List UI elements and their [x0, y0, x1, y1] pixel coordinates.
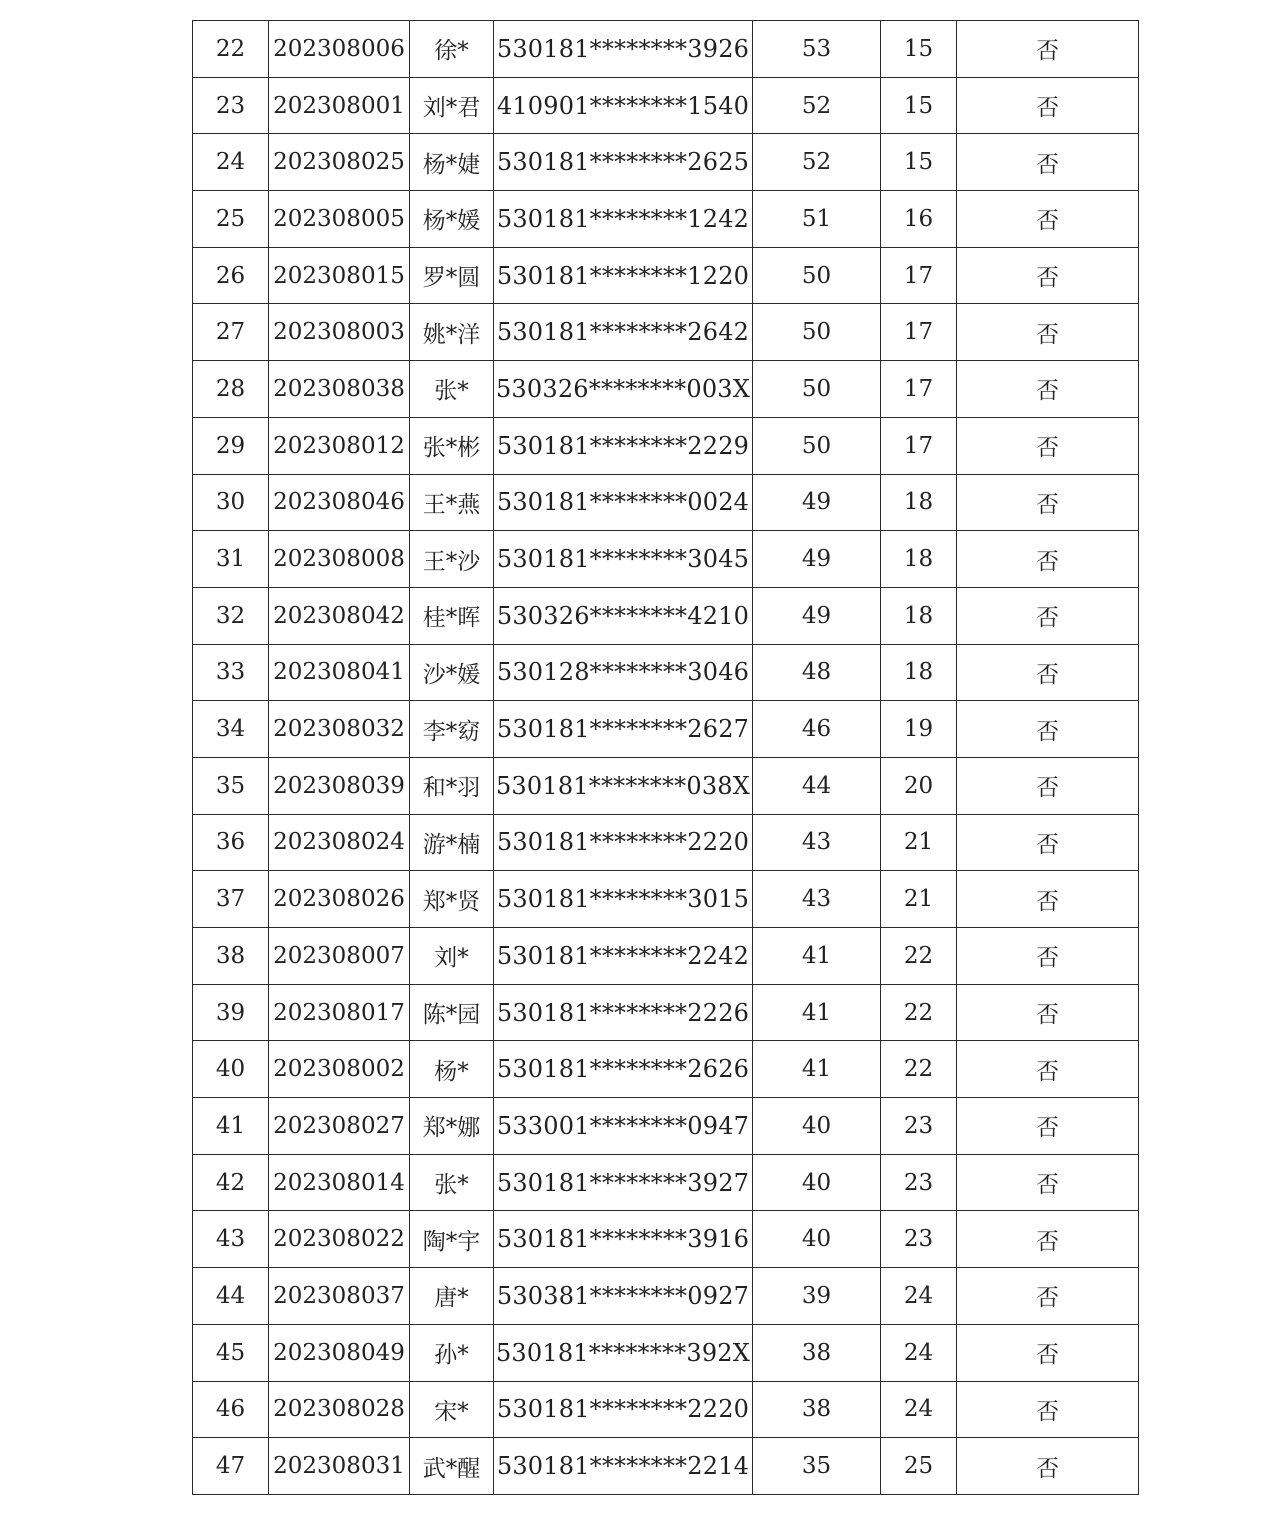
seq-cell: 23	[193, 77, 269, 134]
exam-number-cell: 202308026	[269, 871, 410, 928]
id-number-cell: 530181********2226	[494, 984, 753, 1041]
rank-cell: 22	[881, 1041, 957, 1098]
results-table	[192, 20, 1139, 1495]
table-row	[193, 304, 1139, 361]
score-cell: 40	[753, 1154, 881, 1211]
name-cell: 王*燕	[410, 474, 494, 531]
table-row	[193, 134, 1139, 191]
interview-cell: 否	[957, 21, 1139, 78]
interview-cell: 否	[957, 984, 1139, 1041]
name-cell: 罗*圆	[410, 247, 494, 304]
score-cell: 50	[753, 417, 881, 474]
table-row	[193, 1041, 1139, 1098]
seq-cell: 47	[193, 1438, 269, 1495]
exam-number-cell: 202308024	[269, 814, 410, 871]
interview-cell: 否	[957, 1211, 1139, 1268]
table-row	[193, 1324, 1139, 1381]
score-cell: 41	[753, 928, 881, 985]
score-cell: 43	[753, 871, 881, 928]
score-cell: 35	[753, 1438, 881, 1495]
interview-cell: 否	[957, 814, 1139, 871]
name-cell: 和*羽	[410, 757, 494, 814]
score-cell: 52	[753, 77, 881, 134]
score-cell: 40	[753, 1098, 881, 1155]
table-row	[193, 701, 1139, 758]
seq-cell: 25	[193, 191, 269, 248]
rank-cell: 18	[881, 644, 957, 701]
table-row	[193, 474, 1139, 531]
name-cell: 刘*君	[410, 77, 494, 134]
rank-cell: 24	[881, 1268, 957, 1325]
id-number-cell: 533001********0947	[494, 1098, 753, 1155]
interview-cell: 否	[957, 77, 1139, 134]
interview-cell: 否	[957, 1268, 1139, 1325]
seq-cell: 27	[193, 304, 269, 361]
interview-cell: 否	[957, 304, 1139, 361]
table-row	[193, 984, 1139, 1041]
id-number-cell: 530181********1220	[494, 247, 753, 304]
seq-cell: 28	[193, 361, 269, 418]
name-cell: 沙*媛	[410, 644, 494, 701]
rank-cell: 22	[881, 984, 957, 1041]
seq-cell: 42	[193, 1154, 269, 1211]
table-row	[193, 247, 1139, 304]
interview-cell: 否	[957, 191, 1139, 248]
interview-cell: 否	[957, 757, 1139, 814]
id-number-cell: 530181********3045	[494, 531, 753, 588]
exam-number-cell: 202308006	[269, 21, 410, 78]
id-number-cell: 530181********038X	[494, 757, 753, 814]
id-number-cell: 530181********2220	[494, 814, 753, 871]
table-row	[193, 644, 1139, 701]
exam-number-cell: 202308022	[269, 1211, 410, 1268]
rank-cell: 23	[881, 1211, 957, 1268]
seq-cell: 33	[193, 644, 269, 701]
exam-number-cell: 202308037	[269, 1268, 410, 1325]
table-row	[193, 77, 1139, 134]
seq-cell: 22	[193, 21, 269, 78]
interview-cell: 否	[957, 1438, 1139, 1495]
name-cell: 宋*	[410, 1381, 494, 1438]
score-cell: 43	[753, 814, 881, 871]
name-cell: 张*	[410, 1154, 494, 1211]
exam-number-cell: 202308014	[269, 1154, 410, 1211]
table-row	[193, 757, 1139, 814]
exam-number-cell: 202308038	[269, 361, 410, 418]
score-cell: 49	[753, 474, 881, 531]
name-cell: 姚*洋	[410, 304, 494, 361]
rank-cell: 17	[881, 361, 957, 418]
id-number-cell: 530181********3927	[494, 1154, 753, 1211]
name-cell: 孙*	[410, 1324, 494, 1381]
name-cell: 徐*	[410, 21, 494, 78]
seq-cell: 45	[193, 1324, 269, 1381]
score-cell: 48	[753, 644, 881, 701]
score-cell: 52	[753, 134, 881, 191]
score-cell: 50	[753, 361, 881, 418]
interview-cell: 否	[957, 587, 1139, 644]
interview-cell: 否	[957, 474, 1139, 531]
interview-cell: 否	[957, 1324, 1139, 1381]
interview-cell: 否	[957, 247, 1139, 304]
rank-cell: 16	[881, 191, 957, 248]
exam-number-cell: 202308015	[269, 247, 410, 304]
id-number-cell: 530181********2626	[494, 1041, 753, 1098]
id-number-cell: 530181********0024	[494, 474, 753, 531]
seq-cell: 46	[193, 1381, 269, 1438]
rank-cell: 24	[881, 1381, 957, 1438]
id-number-cell: 530381********0927	[494, 1268, 753, 1325]
interview-cell: 否	[957, 1041, 1139, 1098]
id-number-cell: 530181********2625	[494, 134, 753, 191]
rank-cell: 20	[881, 757, 957, 814]
table-row	[193, 814, 1139, 871]
exam-number-cell: 202308027	[269, 1098, 410, 1155]
exam-number-cell: 202308017	[269, 984, 410, 1041]
score-cell: 39	[753, 1268, 881, 1325]
name-cell: 郑*贤	[410, 871, 494, 928]
seq-cell: 31	[193, 531, 269, 588]
score-cell: 41	[753, 1041, 881, 1098]
rank-cell: 17	[881, 304, 957, 361]
name-cell: 陈*园	[410, 984, 494, 1041]
id-number-cell: 530181********3916	[494, 1211, 753, 1268]
rank-cell: 18	[881, 531, 957, 588]
id-number-cell: 530181********1242	[494, 191, 753, 248]
name-cell: 桂*晖	[410, 587, 494, 644]
interview-cell: 否	[957, 417, 1139, 474]
rank-cell: 19	[881, 701, 957, 758]
name-cell: 唐*	[410, 1268, 494, 1325]
score-cell: 44	[753, 757, 881, 814]
table-row	[193, 417, 1139, 474]
table-row	[193, 361, 1139, 418]
score-cell: 49	[753, 587, 881, 644]
seq-cell: 41	[193, 1098, 269, 1155]
seq-cell: 26	[193, 247, 269, 304]
rank-cell: 23	[881, 1154, 957, 1211]
interview-cell: 否	[957, 1098, 1139, 1155]
name-cell: 郑*娜	[410, 1098, 494, 1155]
seq-cell: 34	[193, 701, 269, 758]
interview-cell: 否	[957, 361, 1139, 418]
id-number-cell: 530181********392X	[494, 1324, 753, 1381]
exam-number-cell: 202308002	[269, 1041, 410, 1098]
id-number-cell: 530181********2220	[494, 1381, 753, 1438]
table-row	[193, 587, 1139, 644]
exam-number-cell: 202308042	[269, 587, 410, 644]
id-number-cell: 530326********4210	[494, 587, 753, 644]
exam-number-cell: 202308049	[269, 1324, 410, 1381]
score-cell: 40	[753, 1211, 881, 1268]
score-cell: 38	[753, 1381, 881, 1438]
seq-cell: 36	[193, 814, 269, 871]
exam-number-cell: 202308025	[269, 134, 410, 191]
table-row	[193, 1381, 1139, 1438]
interview-cell: 否	[957, 1381, 1139, 1438]
seq-cell: 32	[193, 587, 269, 644]
name-cell: 王*沙	[410, 531, 494, 588]
exam-number-cell: 202308028	[269, 1381, 410, 1438]
id-number-cell: 530181********2627	[494, 701, 753, 758]
exam-number-cell: 202308007	[269, 928, 410, 985]
table-row	[193, 531, 1139, 588]
name-cell: 陶*宇	[410, 1211, 494, 1268]
seq-cell: 40	[193, 1041, 269, 1098]
score-cell: 50	[753, 304, 881, 361]
score-cell: 50	[753, 247, 881, 304]
seq-cell: 43	[193, 1211, 269, 1268]
score-cell: 49	[753, 531, 881, 588]
table-row	[193, 21, 1139, 78]
rank-cell: 15	[881, 77, 957, 134]
rank-cell: 21	[881, 871, 957, 928]
name-cell: 刘*	[410, 928, 494, 985]
seq-cell: 30	[193, 474, 269, 531]
id-number-cell: 530181********2214	[494, 1438, 753, 1495]
interview-cell: 否	[957, 644, 1139, 701]
table-row	[193, 928, 1139, 985]
seq-cell: 24	[193, 134, 269, 191]
id-number-cell: 530181********2229	[494, 417, 753, 474]
rank-cell: 15	[881, 134, 957, 191]
seq-cell: 38	[193, 928, 269, 985]
rank-cell: 15	[881, 21, 957, 78]
name-cell: 杨*媛	[410, 191, 494, 248]
interview-cell: 否	[957, 701, 1139, 758]
exam-number-cell: 202308005	[269, 191, 410, 248]
score-cell: 46	[753, 701, 881, 758]
table-row	[193, 1211, 1139, 1268]
rank-cell: 23	[881, 1098, 957, 1155]
rank-cell: 22	[881, 928, 957, 985]
name-cell: 张*	[410, 361, 494, 418]
seq-cell: 37	[193, 871, 269, 928]
seq-cell: 39	[193, 984, 269, 1041]
table-row	[193, 1154, 1139, 1211]
rank-cell: 24	[881, 1324, 957, 1381]
exam-number-cell: 202308046	[269, 474, 410, 531]
exam-number-cell: 202308031	[269, 1438, 410, 1495]
id-number-cell: 530326********003X	[494, 361, 753, 418]
seq-cell: 35	[193, 757, 269, 814]
seq-cell: 29	[193, 417, 269, 474]
rank-cell: 17	[881, 247, 957, 304]
exam-number-cell: 202308032	[269, 701, 410, 758]
exam-number-cell: 202308008	[269, 531, 410, 588]
name-cell: 杨*婕	[410, 134, 494, 191]
name-cell: 杨*	[410, 1041, 494, 1098]
table-row	[193, 1438, 1139, 1495]
rank-cell: 18	[881, 474, 957, 531]
table-body	[193, 21, 1139, 1495]
seq-cell: 44	[193, 1268, 269, 1325]
score-cell: 51	[753, 191, 881, 248]
rank-cell: 21	[881, 814, 957, 871]
interview-cell: 否	[957, 871, 1139, 928]
table-row	[193, 191, 1139, 248]
rank-cell: 25	[881, 1438, 957, 1495]
exam-number-cell: 202308001	[269, 77, 410, 134]
name-cell: 游*楠	[410, 814, 494, 871]
name-cell: 张*彬	[410, 417, 494, 474]
table-row	[193, 871, 1139, 928]
name-cell: 武*醒	[410, 1438, 494, 1495]
name-cell: 李*窈	[410, 701, 494, 758]
exam-number-cell: 202308012	[269, 417, 410, 474]
id-number-cell: 530181********2242	[494, 928, 753, 985]
id-number-cell: 530181********2642	[494, 304, 753, 361]
rank-cell: 17	[881, 417, 957, 474]
table-row	[193, 1268, 1139, 1325]
id-number-cell: 530181********3015	[494, 871, 753, 928]
exam-number-cell: 202308041	[269, 644, 410, 701]
id-number-cell: 530128********3046	[494, 644, 753, 701]
id-number-cell: 530181********3926	[494, 21, 753, 78]
table-row	[193, 1098, 1139, 1155]
score-cell: 53	[753, 21, 881, 78]
interview-cell: 否	[957, 1154, 1139, 1211]
id-number-cell: 410901********1540	[494, 77, 753, 134]
interview-cell: 否	[957, 928, 1139, 985]
exam-number-cell: 202308003	[269, 304, 410, 361]
interview-cell: 否	[957, 134, 1139, 191]
exam-number-cell: 202308039	[269, 757, 410, 814]
interview-cell: 否	[957, 531, 1139, 588]
score-cell: 38	[753, 1324, 881, 1381]
rank-cell: 18	[881, 587, 957, 644]
score-cell: 41	[753, 984, 881, 1041]
